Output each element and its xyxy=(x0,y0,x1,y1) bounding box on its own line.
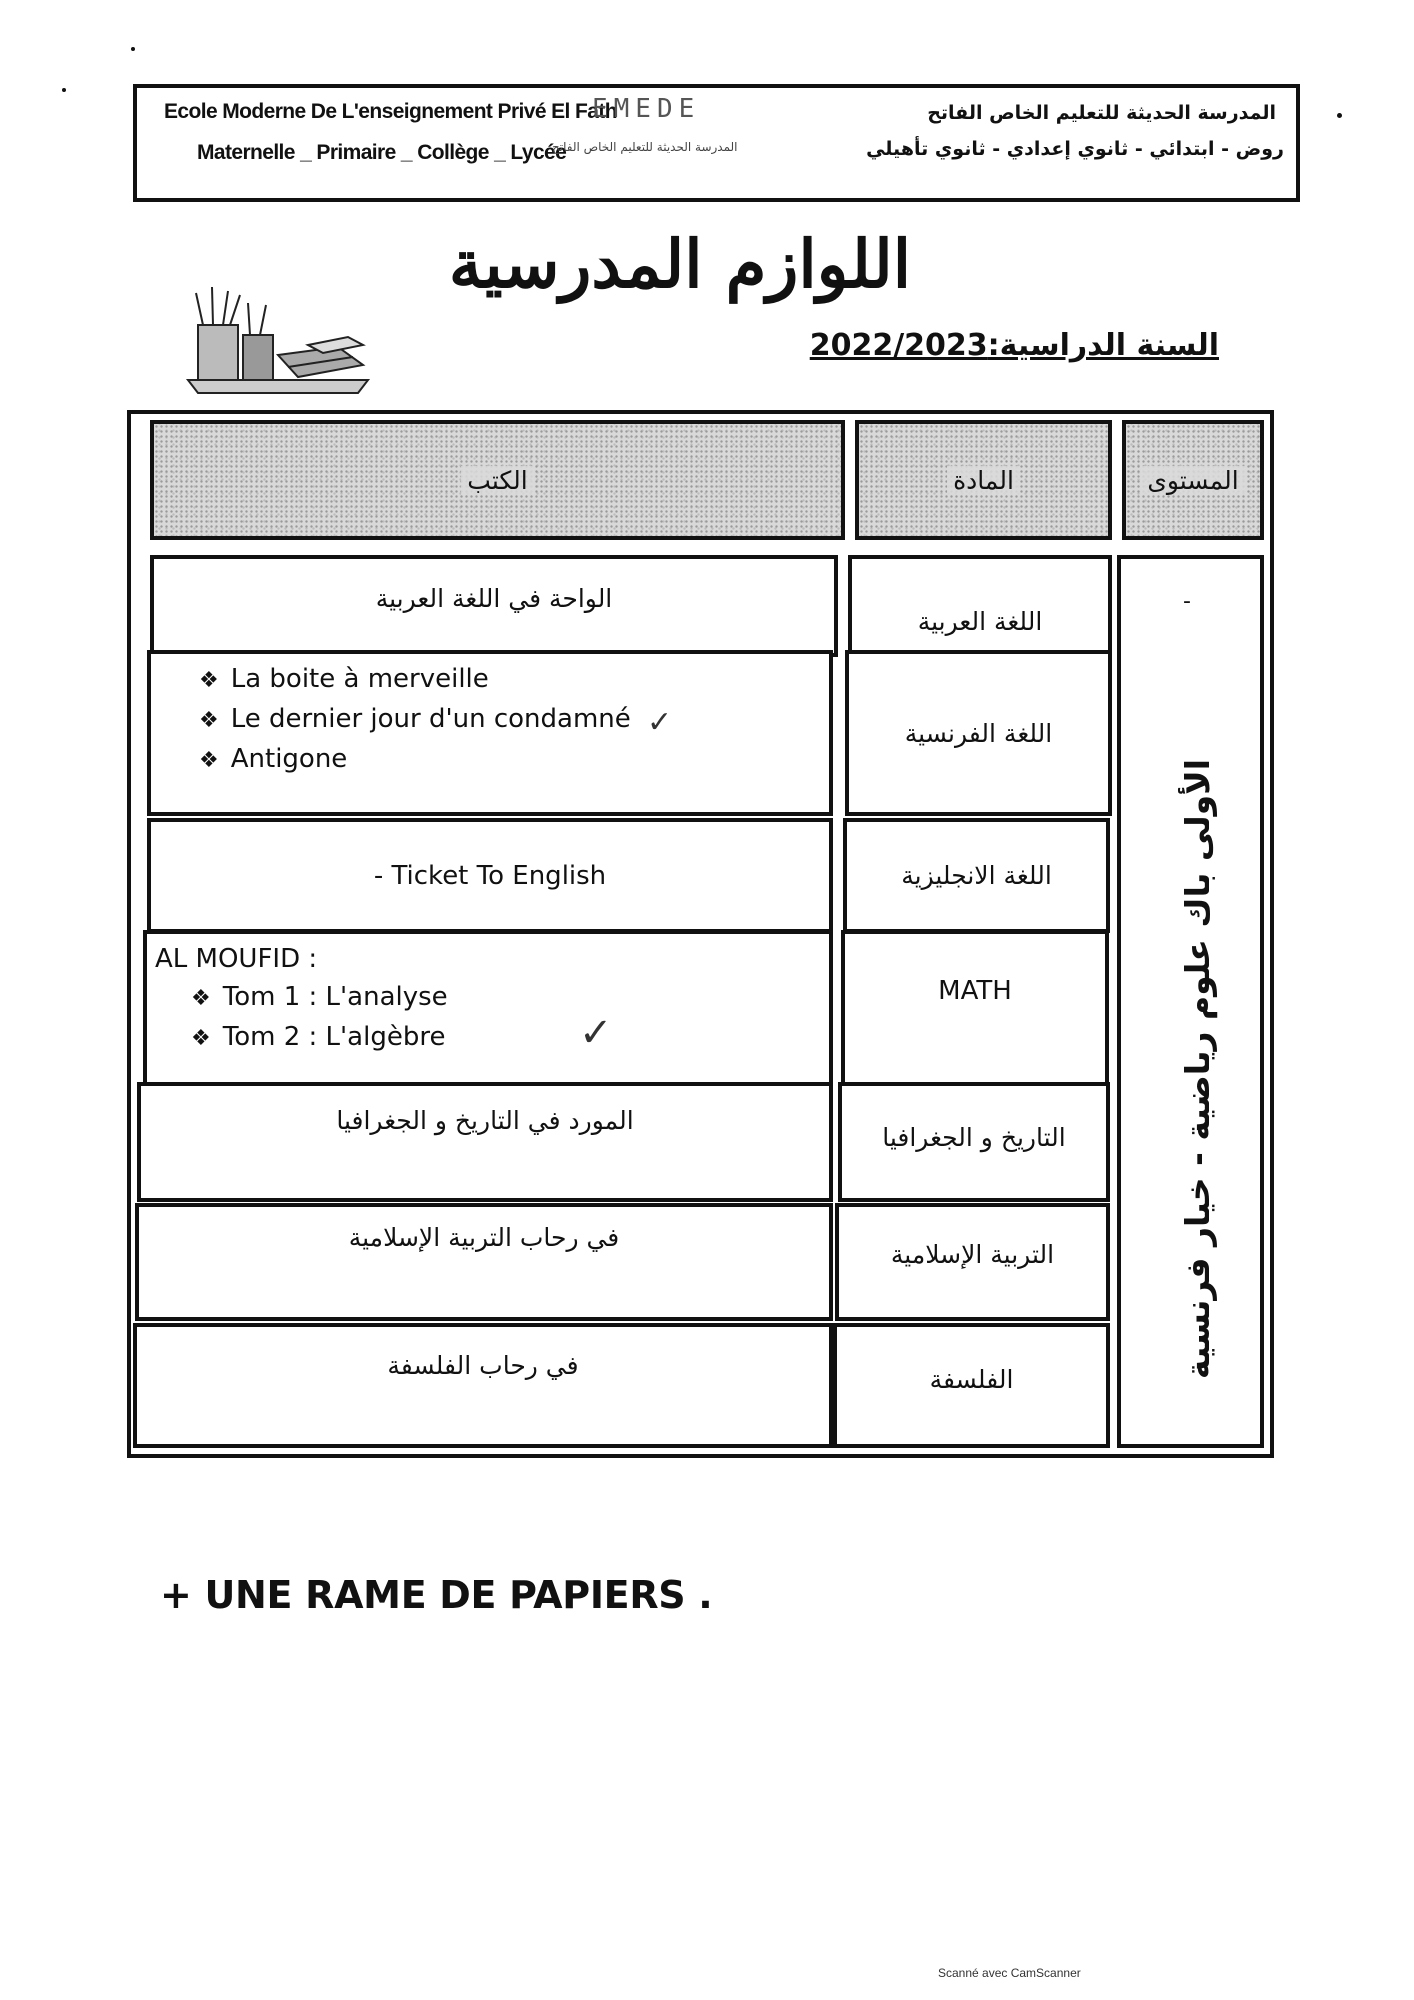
table-row-books xyxy=(147,650,833,816)
book-title: Le dernier jour d'un condamné xyxy=(230,704,631,734)
school-name-ar: المدرسة الحديثة للتعليم الخاص الفاتح xyxy=(927,102,1276,124)
header-level xyxy=(1122,420,1264,540)
header-books-label: الكتب xyxy=(461,466,533,495)
subject-label: MATH xyxy=(938,976,1012,1006)
subject-label: التاريخ و الجغرافيا xyxy=(882,1122,1066,1152)
book-list xyxy=(199,660,631,780)
book-title: المورد في التاريخ و الجغرافيا xyxy=(336,1105,634,1135)
scan-speck xyxy=(131,47,135,51)
header-books xyxy=(150,420,845,540)
book-title: في رحاب التربية الإسلامية xyxy=(348,1222,620,1252)
table-row-books xyxy=(135,1203,833,1321)
book-title: Tom 2 : L'algèbre xyxy=(222,1022,446,1052)
bullet-icon: ❖ xyxy=(199,668,219,693)
school-year xyxy=(810,328,1219,363)
stamp-logo: EMEDE xyxy=(592,94,701,124)
bullet-icon: ❖ xyxy=(199,708,219,733)
list-item xyxy=(191,978,448,1018)
level-label xyxy=(1175,719,1221,1419)
table-row-subject xyxy=(835,1203,1110,1321)
book-series-title: AL MOUFID : xyxy=(155,944,318,974)
scan-speck xyxy=(1337,113,1342,118)
book-title: - Ticket To English xyxy=(373,860,607,891)
header-subject-label: المادة xyxy=(947,466,1020,495)
stamp-text: المدرسة الحديثة للتعليم الخاص الفاتح xyxy=(552,140,738,154)
school-levels-ar: روض - ابتدائي - ثانوي إعدادي - ثانوي تأهيلي xyxy=(866,138,1284,160)
book-title: La boite à merveille xyxy=(230,664,489,694)
book-title: في رحاب الفلسفة xyxy=(387,1351,579,1380)
check-mark-icon: ✓ xyxy=(579,1010,613,1056)
list-item xyxy=(199,660,631,700)
book-list xyxy=(191,978,448,1058)
school-levels-fr: Maternelle _ Primaire _ Collège _ Lycée xyxy=(197,141,567,164)
subject-label: اللغة الفرنسية xyxy=(904,718,1053,748)
level-mark: - xyxy=(1183,589,1191,614)
table-row-subject xyxy=(841,930,1109,1090)
list-item xyxy=(199,700,631,740)
level-cell xyxy=(1117,555,1264,1448)
table-row-books xyxy=(150,555,838,657)
table-row-subject xyxy=(845,650,1112,816)
table-row-subject xyxy=(833,1323,1110,1448)
table-row-books xyxy=(143,930,833,1090)
list-item xyxy=(199,740,631,780)
school-name-fr: Ecole Moderne De L'enseignement Privé El Fath xyxy=(164,100,617,123)
book-title: الواحة في اللغة العربية xyxy=(375,583,613,613)
bullet-icon: ❖ xyxy=(191,986,211,1011)
table-row-books xyxy=(133,1323,833,1448)
check-mark-icon: ✓ xyxy=(647,705,673,740)
school-header xyxy=(133,84,1300,202)
school-year-value: 2022/2023 xyxy=(809,328,988,363)
subject-label: اللغة الانجليزية xyxy=(901,861,1052,890)
book-title: Tom 1 : L'analyse xyxy=(222,982,448,1012)
table-row-subject xyxy=(843,818,1110,933)
book-title: Antigone xyxy=(230,744,348,774)
subject-label: اللغة العربية xyxy=(917,606,1043,636)
subject-label: التربية الإسلامية xyxy=(890,1239,1055,1269)
header-level-label: المستوى xyxy=(1141,466,1244,495)
school-year-label: السنة الدراسية: xyxy=(987,328,1219,363)
table-row-books xyxy=(137,1082,833,1202)
table-row-subject xyxy=(848,555,1112,657)
school-supplies-illustration xyxy=(168,285,388,397)
scan-speck xyxy=(62,88,66,92)
bullet-icon: ❖ xyxy=(191,1026,211,1051)
supplies-table xyxy=(127,410,1274,1458)
table-row-subject xyxy=(838,1082,1110,1202)
subject-label: الفلسفة xyxy=(929,1365,1014,1394)
header-subject xyxy=(855,420,1112,540)
scanner-watermark: Scanné avec CamScanner xyxy=(938,1966,1081,1980)
list-item xyxy=(191,1018,448,1058)
level-name: الأولى باك علوم رياضية - خيار فرنسية xyxy=(1178,758,1217,1380)
extra-supply-item: + UNE RAME DE PAPIERS . xyxy=(160,1573,713,1617)
page-title: اللوازم المدرسية xyxy=(448,225,912,303)
table-row-books xyxy=(147,818,833,933)
bullet-icon: ❖ xyxy=(199,748,219,773)
